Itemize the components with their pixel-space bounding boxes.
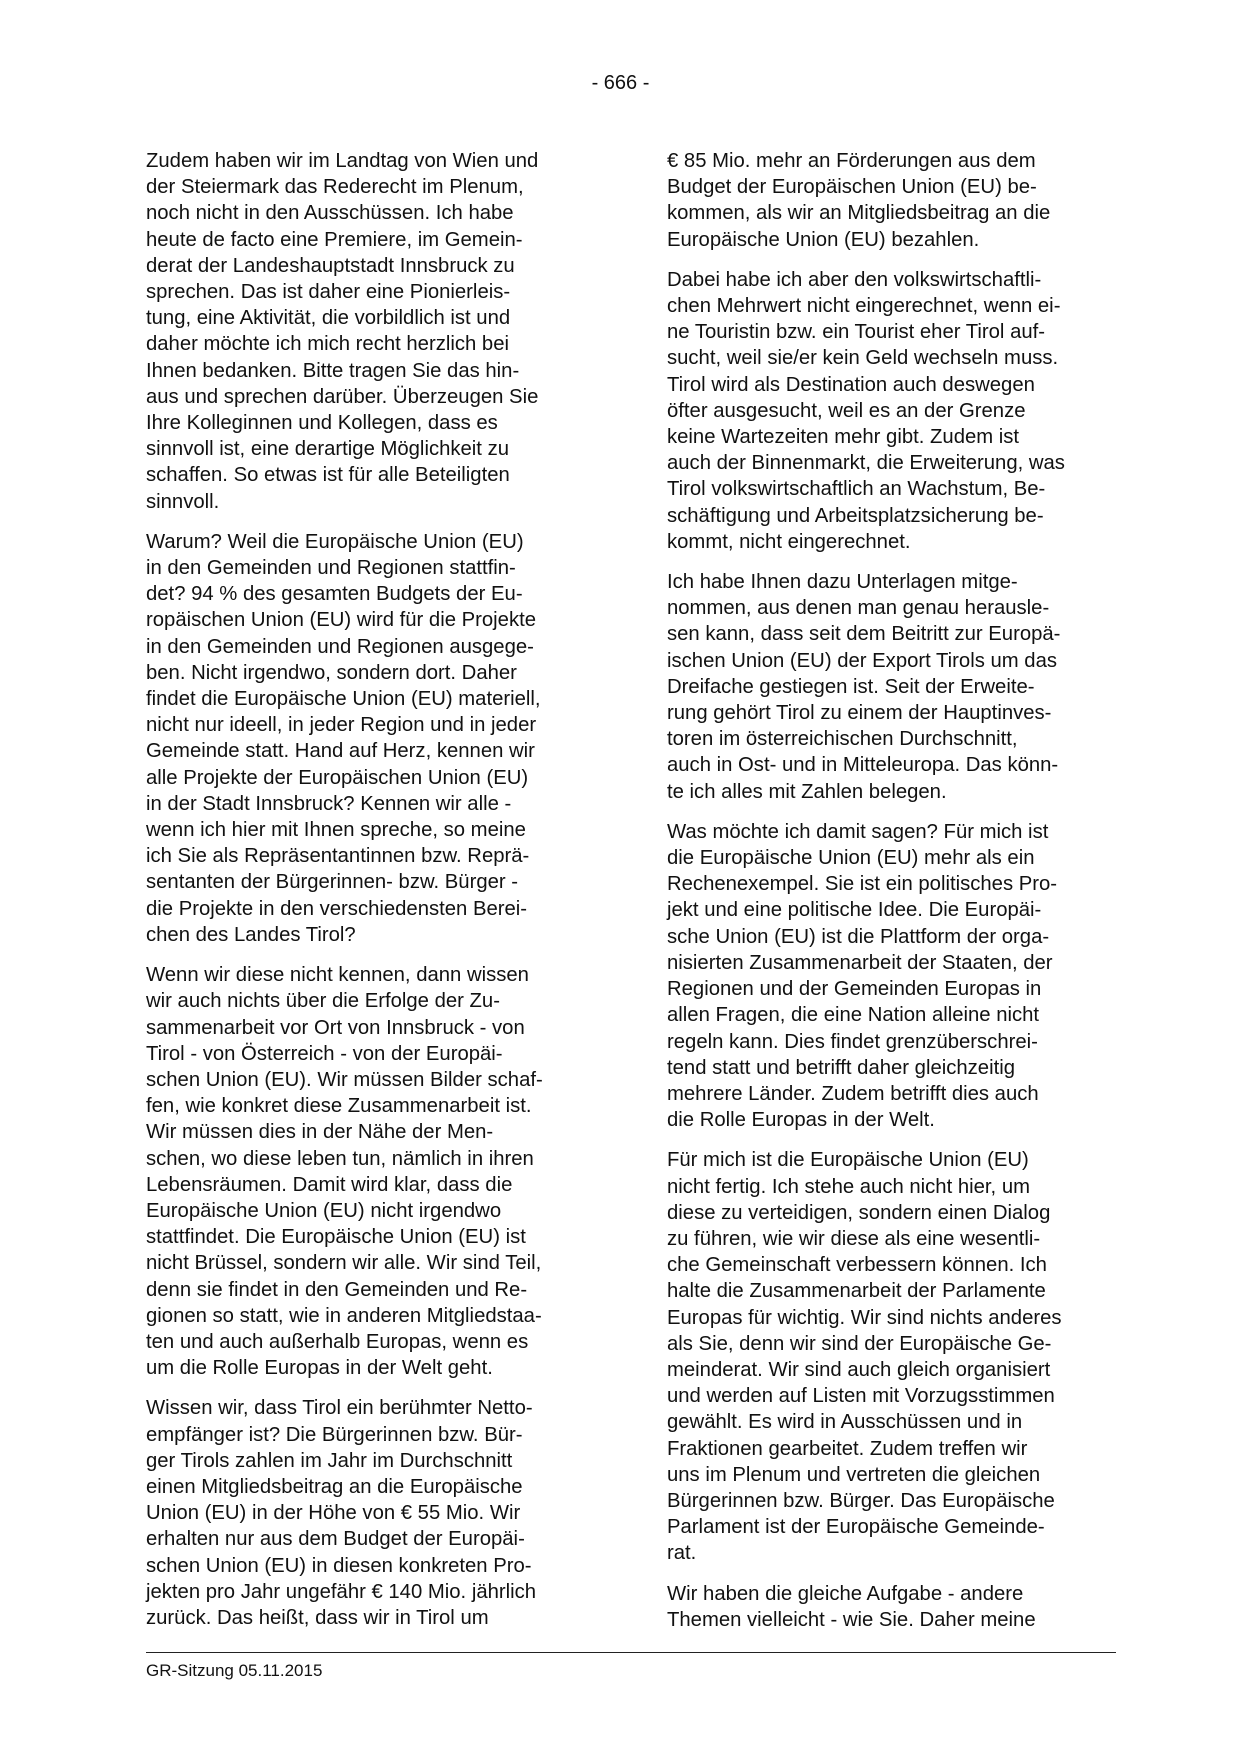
text-line: als Sie, denn wir sind der Europäische Ge- — [667, 1332, 1052, 1355]
page-number: - 666 - — [591, 72, 650, 94]
paragraph — [667, 819, 1115, 1133]
text-line: gionen so statt, wie in anderen Mitgliedstaa- — [146, 1304, 542, 1327]
text-line: Europäische Union (EU) nicht irgendwo — [146, 1199, 502, 1222]
footer-divider — [146, 1652, 1116, 1653]
text-line: in der Stadt Innsbruck? Kennen wir alle - — [146, 792, 512, 815]
text-line: ger Tirols zahlen im Jahr im Durchschnitt — [146, 1449, 513, 1472]
text-line: rat. — [667, 1542, 697, 1565]
text-line: stattfindet. Die Europäische Union (EU) ist — [146, 1226, 526, 1249]
text-line: in den Gemeinden und Regionen stattfin- — [146, 557, 516, 580]
text-line: Europäische Union (EU) bezahlen. — [667, 228, 980, 251]
text-line: schen, wo diese leben tun, nämlich in ihren — [146, 1147, 534, 1170]
text-line: ben. Nicht irgendwo, sondern dort. Daher — [146, 661, 517, 684]
text-line: sucht, weil sie/er kein Geld wechseln muss. — [667, 347, 1059, 370]
text-line: Was möchte ich damit sagen? Für mich ist — [667, 820, 1049, 843]
text-line: wir auch nichts über die Erfolge der Zu- — [146, 990, 500, 1013]
text-line: Bürgerinnen bzw. Bürger. Das Europäische — [667, 1489, 1055, 1512]
text-line: mehrere Länder. Zudem betrifft dies auch — [667, 1082, 1039, 1105]
text-line: nisierten Zusammenarbeit der Staaten, der — [667, 951, 1053, 974]
paragraph — [667, 267, 1115, 555]
text-line: derat der Landeshauptstadt Innsbruck zu — [146, 254, 515, 277]
text-line: toren im österreichischen Durchschnitt, — [667, 728, 1018, 751]
paragraph — [146, 148, 594, 515]
text-line: aus und sprechen darüber. Überzeugen Sie — [146, 385, 539, 408]
text-line: rung gehört Tirol zu einem der Hauptinves- — [667, 702, 1052, 725]
text-line: Tirol wird als Destination auch deswegen — [667, 373, 1035, 396]
text-line: sen kann, dass seit dem Beitritt zur Europä- — [667, 623, 1061, 646]
text-line: denn sie findet in den Gemeinden und Re- — [146, 1278, 528, 1301]
text-line: auch in Ost- und in Mitteleuropa. Das könn- — [667, 754, 1059, 777]
text-line: tung, eine Aktivität, die vorbildlich ist und — [146, 307, 511, 330]
text-line: sinnvoll ist, eine derartige Möglichkeit zu — [146, 438, 509, 461]
text-line: und werden auf Listen mit Vorzugsstimmen — [667, 1385, 1055, 1408]
paragraph — [667, 1581, 1115, 1633]
text-line: det? 94 % des gesamten Budgets der Eu- — [146, 583, 523, 606]
text-line: sinnvoll. — [146, 490, 220, 513]
text-line: Europas für wichtig. Wir sind nichts anderes — [667, 1306, 1062, 1329]
text-line: Themen vielleicht - wie Sie. Daher meine — [667, 1608, 1036, 1631]
paragraph — [146, 962, 594, 1381]
text-line: noch nicht in den Ausschüssen. Ich habe — [146, 202, 514, 225]
paragraph — [146, 529, 594, 948]
text-line: jekt und eine politische Idee. Die Europäi- — [667, 899, 1042, 922]
text-line: Rechenexempel. Sie ist ein politisches Pro- — [667, 873, 1058, 896]
text-line: te ich alles mit Zahlen belegen. — [667, 780, 947, 803]
text-line: schäftigung und Arbeitsplatzsicherung be- — [667, 504, 1044, 527]
text-line: diese zu verteidigen, sondern einen Dialog — [667, 1201, 1051, 1224]
paragraph — [667, 569, 1115, 805]
text-line: Dabei habe ich aber den volkswirtschaftli- — [667, 268, 1042, 291]
text-line: Union (EU) in der Höhe von € 55 Mio. Wir — [146, 1502, 521, 1525]
text-line: ne Touristin bzw. ein Tourist eher Tirol auf- — [667, 321, 1046, 344]
text-line: auch der Binnenmarkt, die Erweiterung, was — [667, 452, 1065, 475]
text-line: chen Mehrwert nicht eingerechnet, wenn ei- — [667, 295, 1061, 318]
text-line: regeln kann. Dies findet grenzüberschrei- — [667, 1030, 1038, 1053]
text-line: Wissen wir, dass Tirol ein berühmter Netto- — [146, 1397, 533, 1420]
text-line: meinderat. Wir sind auch gleich organisiert — [667, 1358, 1051, 1381]
text-line: sprechen. Das ist daher eine Pionierleis- — [146, 281, 511, 304]
left-column — [146, 148, 594, 1645]
text-line: zurück. Das heißt, dass wir in Tirol um — [146, 1606, 489, 1629]
right-column — [667, 148, 1115, 1647]
text-line: allen Fragen, die eine Nation alleine nicht — [667, 1004, 1040, 1027]
text-line: fen, wie konkret diese Zusammenarbeit ist. — [146, 1095, 532, 1118]
text-line: halte die Zusammenarbeit der Parlamente — [667, 1280, 1046, 1303]
text-line: Wir haben die gleiche Aufgabe - andere — [667, 1582, 1024, 1605]
text-line: nommen, aus denen man genau herausle- — [667, 597, 1050, 620]
text-line: die Europäische Union (EU) mehr als ein — [667, 847, 1035, 870]
text-line: € 85 Mio. mehr an Förderungen aus dem — [667, 150, 1036, 172]
text-line: alle Projekte der Europäischen Union (EU) — [146, 766, 529, 789]
text-line: Wenn wir diese nicht kennen, dann wissen — [146, 964, 529, 987]
paragraph — [146, 1395, 594, 1631]
text-line: in den Gemeinden und Regionen ausgege- — [146, 635, 534, 658]
text-line: Dreifache gestiegen ist. Seit der Erweite- — [667, 675, 1035, 698]
text-line: schaffen. So etwas ist für alle Beteiligten — [146, 464, 510, 487]
text-line: tend statt und betrifft daher gleichzeitig — [667, 1056, 1016, 1079]
text-line: zu führen, wie wir diese als eine wesentli- — [667, 1227, 1041, 1250]
text-line: findet die Europäische Union (EU) materiell, — [146, 688, 541, 711]
text-line: Zudem haben wir im Landtag von Wien und — [146, 150, 539, 172]
text-line: heute de facto eine Premiere, im Gemein- — [146, 228, 523, 251]
text-line: ischen Union (EU) der Export Tirols um das — [667, 649, 1057, 672]
text-line: nicht Brüssel, sondern wir alle. Wir sind Teil, — [146, 1252, 542, 1275]
text-line: sammenarbeit vor Ort von Innsbruck - von — [146, 1016, 525, 1039]
text-line: sentanten der Bürgerinnen- bzw. Bürger - — [146, 871, 519, 894]
text-line: kommen, als wir an Mitgliedsbeitrag an die — [667, 202, 1051, 225]
text-line: Fraktionen gearbeitet. Zudem treffen wir — [667, 1437, 1028, 1460]
text-line: Wir müssen dies in der Nähe der Men- — [146, 1121, 494, 1144]
text-line: die Projekte in den verschiedensten Berei- — [146, 897, 528, 920]
text-line: Budget der Europäischen Union (EU) be- — [667, 176, 1037, 199]
text-line: Für mich ist die Europäische Union (EU) — [667, 1149, 1029, 1172]
text-line: der Steiermark das Rederecht im Plenum, — [146, 176, 524, 199]
text-line: Parlament ist der Europäische Gemeinde- — [667, 1516, 1045, 1539]
text-line: sche Union (EU) ist die Plattform der orga- — [667, 925, 1050, 948]
text-line: öfter ausgesucht, weil es an der Grenze — [667, 399, 1026, 422]
text-line: daher möchte ich mich recht herzlich bei — [146, 333, 509, 356]
text-line: Gemeinde statt. Hand auf Herz, kennen wir — [146, 740, 535, 763]
text-line: nicht nur ideell, in jeder Region und in jeder — [146, 714, 537, 737]
text-line: keine Wartezeiten mehr gibt. Zudem ist — [667, 426, 1020, 449]
text-line: Tirol - von Österreich - von der Europäi- — [146, 1042, 503, 1065]
text-line: Warum? Weil die Europäische Union (EU) — [146, 530, 524, 553]
text-line: jekten pro Jahr ungefähr € 140 Mio. jährlich — [146, 1580, 537, 1603]
text-line: ich Sie als Repräsentantinnen bzw. Reprä- — [146, 845, 530, 868]
text-line: chen des Landes Tirol? — [146, 923, 356, 946]
text-line: schen Union (EU). Wir müssen Bilder schaf- — [146, 1068, 543, 1091]
text-line: ropäischen Union (EU) wird für die Projekte — [146, 609, 537, 632]
text-line: Regionen und der Gemeinden Europas in — [667, 978, 1042, 1001]
text-line: che Gemeinschaft verbessern können. Ich — [667, 1254, 1047, 1277]
text-line: Tirol volkswirtschaftlich an Wachstum, Be- — [667, 478, 1046, 501]
footer-session-label: GR-Sitzung 05.11.2015 — [146, 1661, 323, 1680]
text-line: uns im Plenum und vertreten die gleichen — [667, 1463, 1041, 1486]
text-line: ten und auch außerhalb Europas, wenn es — [146, 1330, 529, 1353]
text-line: die Rolle Europas in der Welt. — [667, 1109, 935, 1132]
text-line: erhalten nur aus dem Budget der Europäi- — [146, 1528, 525, 1551]
text-line: kommt, nicht eingerechnet. — [667, 530, 911, 553]
text-line: empfänger ist? Die Bürgerinnen bzw. Bür- — [146, 1423, 523, 1446]
text-line: wenn ich hier mit Ihnen spreche, so meine — [146, 819, 526, 842]
text-line: schen Union (EU) in diesen konkreten Pro- — [146, 1554, 532, 1577]
text-line: Lebensräumen. Damit wird klar, dass die — [146, 1173, 513, 1196]
text-line: einen Mitgliedsbeitrag an die Europäische — [146, 1475, 523, 1498]
text-line: nicht fertig. Ich stehe auch nicht hier, um — [667, 1175, 1031, 1198]
paragraph — [667, 148, 1115, 253]
text-line: Ich habe Ihnen dazu Unterlagen mitge- — [667, 571, 1018, 594]
text-line: gewählt. Es wird in Ausschüssen und in — [667, 1411, 1023, 1434]
text-line: Ihnen bedanken. Bitte tragen Sie das hin- — [146, 359, 520, 382]
text-line: um die Rolle Europas in der Welt geht. — [146, 1357, 493, 1380]
paragraph — [667, 1147, 1115, 1566]
text-line: Ihre Kolleginnen und Kollegen, dass es — [146, 412, 498, 435]
